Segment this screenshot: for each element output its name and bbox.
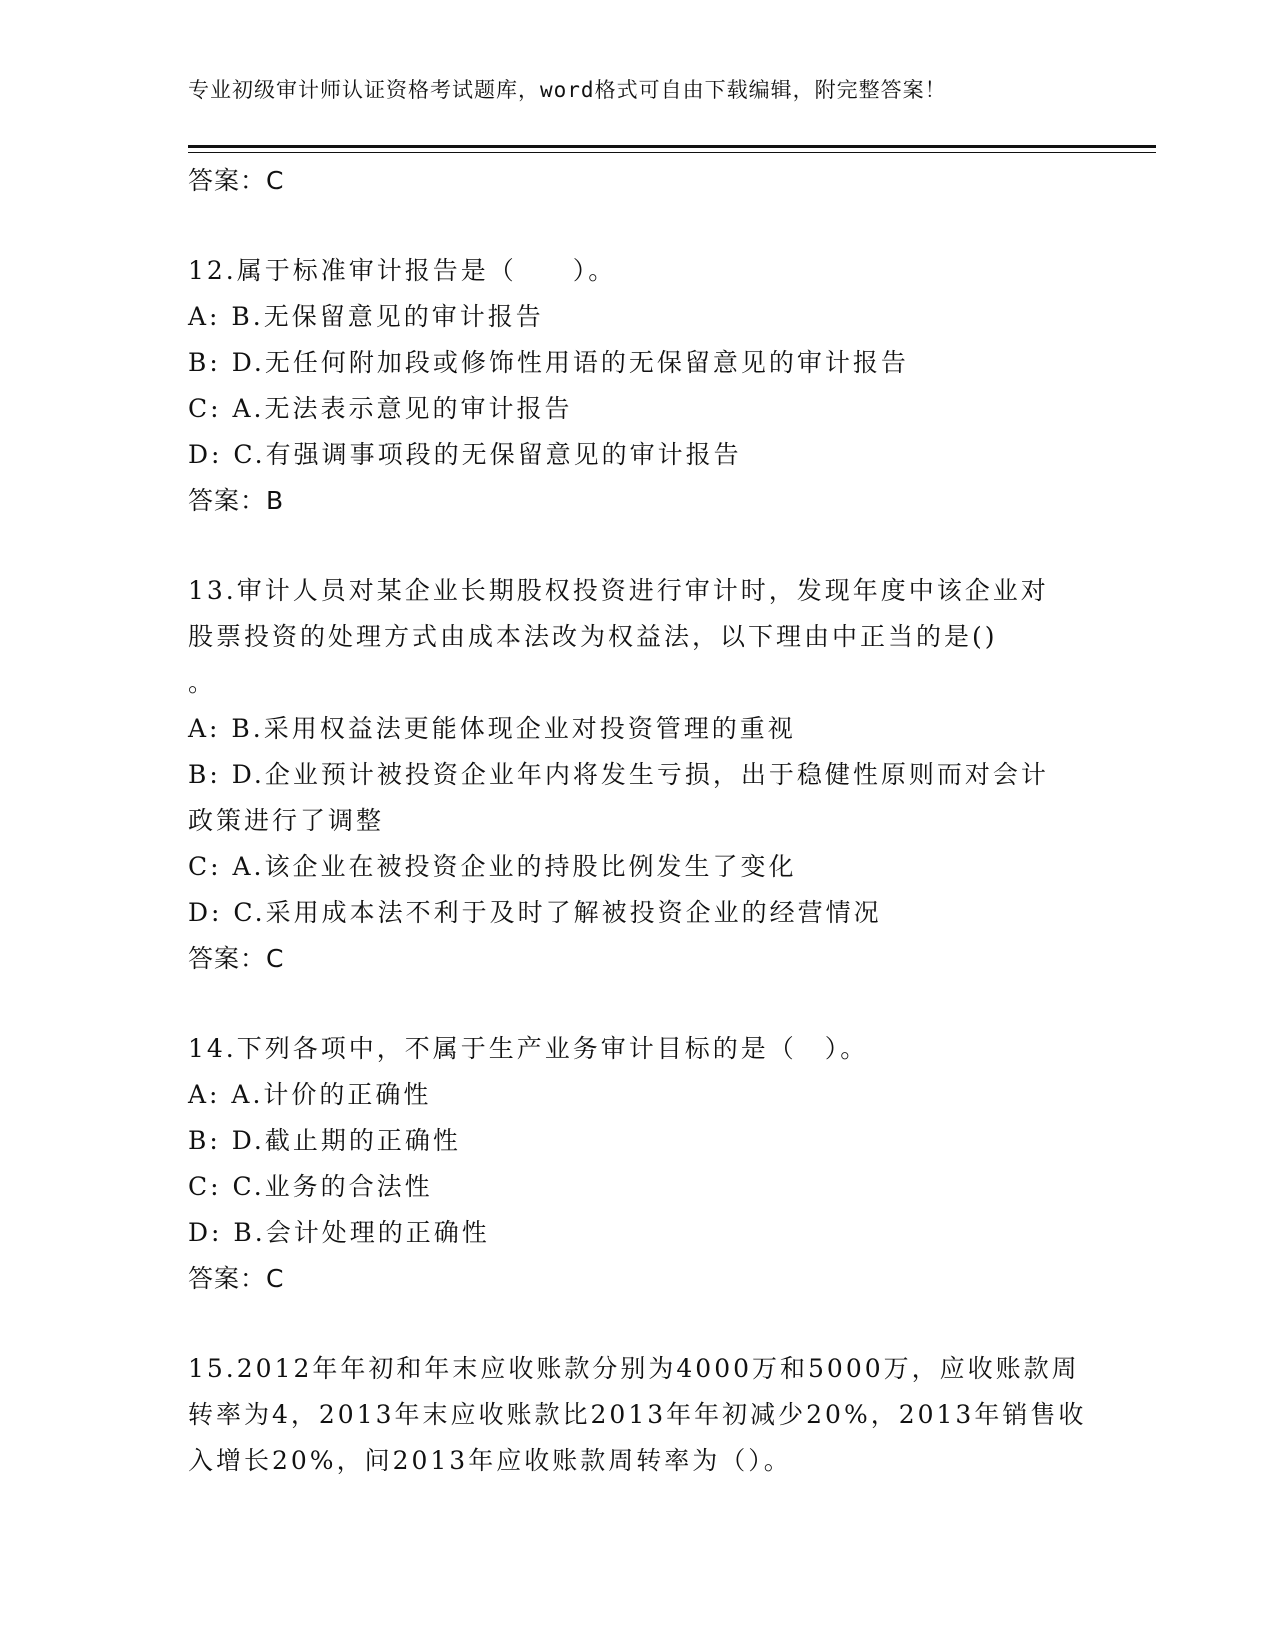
answer-line: 答案：C bbox=[188, 166, 285, 195]
question-line: B: D.截止期的正确性 bbox=[188, 1126, 461, 1155]
spacer bbox=[188, 1302, 1088, 1346]
question-line: B: D.无任何附加段或修饰性用语的无保留意见的审计报告 bbox=[188, 348, 909, 377]
question-line: C: A.该企业在被投资企业的持股比例发生了变化 bbox=[188, 852, 797, 881]
answer-line: 答案：B bbox=[188, 486, 285, 515]
question-line: C: A.无法表示意见的审计报告 bbox=[188, 394, 573, 423]
question-line: D: C.采用成本法不利于及时了解被投资企业的经营情况 bbox=[188, 898, 882, 927]
header-rule-thin bbox=[188, 152, 1156, 153]
question-line: 股票投资的处理方式由成本法改为权益法，以下理由中正当的是() bbox=[188, 622, 998, 651]
question-line: 。 bbox=[188, 668, 217, 697]
question-line: D: B.会计处理的正确性 bbox=[188, 1218, 490, 1247]
answer-line: 答案：C bbox=[188, 1264, 285, 1293]
answer-line: 答案：C bbox=[188, 944, 285, 973]
question-line: A: B.采用权益法更能体现企业对投资管理的重视 bbox=[188, 714, 796, 743]
spacer bbox=[188, 204, 1088, 248]
question-line: B: D.企业预计被投资企业年内将发生亏损，出于稳健性原则而对会计 bbox=[188, 760, 1049, 789]
question-line: 入增长20%，问2013年应收账款周转率为（）。 bbox=[188, 1446, 792, 1475]
question-line: 政策进行了调整 bbox=[188, 806, 385, 835]
question-line: C: C.业务的合法性 bbox=[188, 1172, 433, 1201]
question-line: 转率为4，2013年末应收账款比2013年年初减少20%，2013年销售收 bbox=[188, 1400, 1087, 1429]
question-line: A: B.无保留意见的审计报告 bbox=[188, 302, 544, 331]
header-rule bbox=[188, 145, 1156, 148]
question-line: D: C.有强调事项段的无保留意见的审计报告 bbox=[188, 440, 742, 469]
question-line: A: A.计价的正确性 bbox=[188, 1080, 432, 1109]
question-line: 15.2012年年初和年末应收账款分别为4000万和5000万，应收账款周 bbox=[188, 1354, 1080, 1383]
question-line: 14.下列各项中，不属于生产业务审计目标的是（ ）。 bbox=[188, 1034, 869, 1063]
spacer bbox=[188, 982, 1088, 1026]
page-header: 专业初级审计师认证资格考试题库，word格式可自由下载编辑，附完整答案！ bbox=[188, 78, 947, 102]
question-list bbox=[188, 158, 1088, 1484]
question-line: 13.审计人员对某企业长期股权投资进行审计时，发现年度中该企业对 bbox=[188, 576, 1049, 605]
question-line: 12.属于标准审计报告是（ ）。 bbox=[188, 256, 617, 285]
spacer bbox=[188, 524, 1088, 568]
